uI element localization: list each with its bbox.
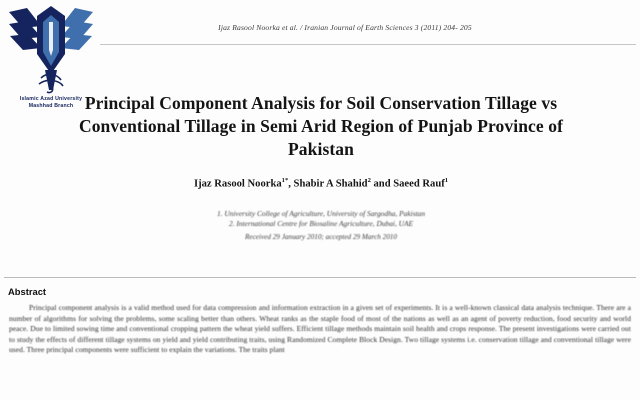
header-divider [100,44,636,45]
logo-caption-line-2: Mashhad Branch [28,103,74,109]
crest-svg [7,2,95,98]
university-crest-logo [7,2,95,98]
running-head: Ijaz Rasool Noorka et al. / Iranian Journal of Earth Sciences 3 (2011) 204- 205 [218,23,472,32]
abstract-heading: Abstract [8,286,47,297]
affiliation-1: 1. University College of Agriculture, University of Sargodha, Pakistan [216,209,426,218]
logo-caption-line-1: Islamic Azad University [19,96,83,102]
abstract-body: Principal component analysis is a valid method used for data compression and information extraction in a given set of experiments. It is a well-known classical data analysis technique. There are a number of algorithms for solving the problems, some scaling better than others. Wheat ranks as the staple food of most of the nations as well as an agent of poverty reduction, food security and world peace. Due to limited sowing time and conventional cropping pattern the wheat yield suffers. Efficient tillage methods maintain soil health and crops response. The present investigations were carried out to study the effects of different tillage systems on yield and yield contributing traits, using Randomized Complete Block Design. Two tillage systems i.e. conservation tillage and conventional tillage were used. Three principal components were sufficient to explain the variations. The traits plant [9,303,631,355]
abstract-divider [4,277,636,278]
author-list: Ijaz Rasool Noorka$^{1*}$, Shabir A Shahid$^2$ and Saeed Rauf$^1$ [193,177,449,190]
affiliation-2: 2. International Centre for Biosaline Agriculture, Dubai, UAE [228,219,414,228]
page-title: Principal Component Analysis for Soil Conservation Tillage vs Conventional Tillage in Semi Arid Region of Punjab Province of Pakistan [78,92,564,159]
received-accepted-line: Received 29 January 2010; accepted 29 March 2010 [244,233,397,241]
